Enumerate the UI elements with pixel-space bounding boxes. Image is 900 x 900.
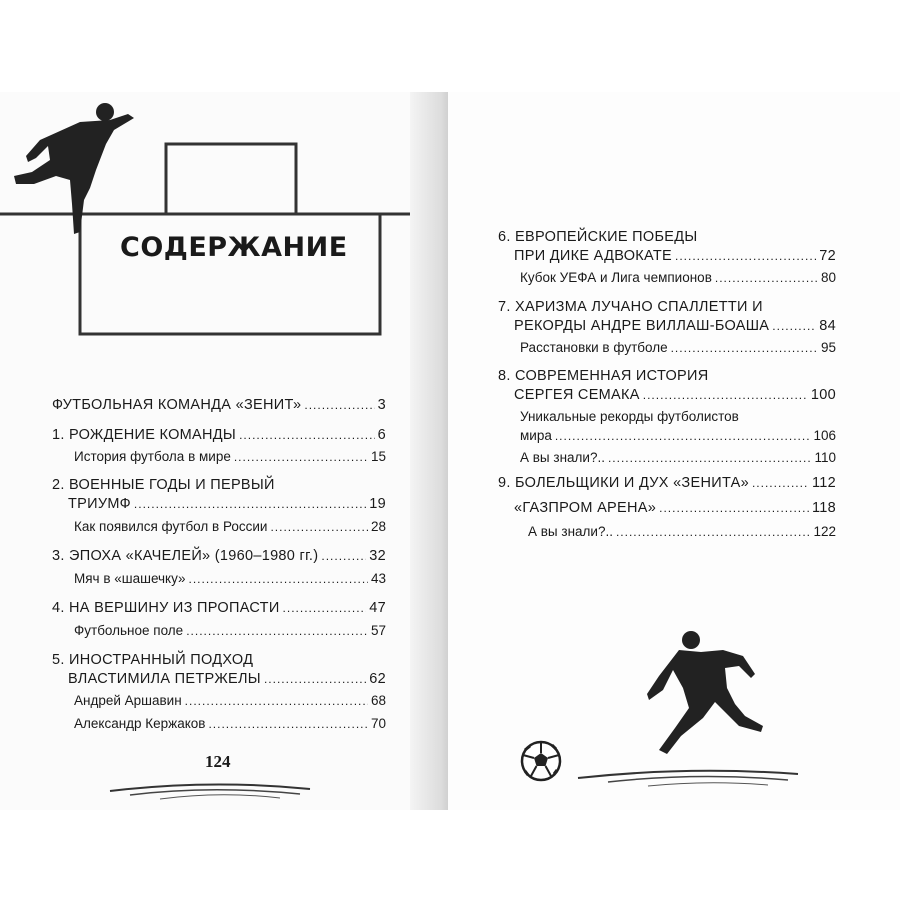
toc-entry-label-line1: 5. ИНОСТРАННЫЙ ПОДХОД (52, 652, 254, 668)
toc-dots (772, 318, 816, 334)
toc-entry-label: Расстановки в футболе (520, 340, 668, 355)
page-number: 124 (205, 752, 231, 771)
toc-subentry[interactable] (74, 519, 386, 535)
toc-dots (321, 548, 366, 564)
toc-entry-page: 100 (810, 387, 836, 403)
toc-entry[interactable] (514, 318, 836, 334)
toc-entry-label: «ГАЗПРОМ АРЕНА» (514, 500, 657, 516)
toc-entry-page: 43 (370, 571, 386, 586)
toc-entry-label: История футбола в мире (74, 449, 231, 464)
toc-entry-label: Александр Кержаков (74, 716, 206, 731)
soccer-ball-icon (520, 740, 562, 782)
toc-entry-page: 84 (819, 318, 836, 334)
toc-dots (234, 449, 368, 465)
toc-entry-page: 32 (369, 548, 386, 564)
toc-subentry[interactable] (74, 623, 386, 639)
toc-entry-label: Мяч в «шашечку» (74, 571, 186, 586)
toc-dots (239, 427, 375, 443)
toc-entry-label: 4. НА ВЕРШИНУ ИЗ ПРОПАСТИ (52, 600, 280, 616)
toc-dots (643, 387, 808, 403)
toc-entry-label: Андрей Аршавин (74, 693, 182, 708)
toc-entry[interactable] (52, 548, 386, 564)
toc-dots (616, 524, 811, 540)
toc-dots (608, 450, 812, 466)
toc-subentry[interactable] (520, 450, 836, 466)
toc-entry-label: 3. ЭПОХА «КАЧЕЛЕЙ» (1960–1980 гг.) (52, 548, 319, 564)
toc-entry-label: РЕКОРДЫ АНДРЕ ВИЛЛАШ-БОАША (514, 318, 770, 334)
toc-entry-label: СЕРГЕЯ СЕМАКА (514, 387, 640, 403)
toc-subentry[interactable] (74, 449, 386, 465)
toc-entry-page: 3 (377, 397, 386, 413)
toc-entry[interactable] (514, 248, 836, 264)
toc-dots (283, 600, 367, 616)
toc-dots (555, 428, 811, 444)
toc-entry-page: 110 (814, 450, 836, 465)
player-kicking-silhouette-icon (643, 630, 773, 765)
toc-entry-label-line1: 8. СОВРЕМЕННАЯ ИСТОРИЯ (498, 368, 709, 384)
player-kicking-silhouette-icon (10, 100, 140, 240)
toc-entry-page: 19 (369, 496, 386, 512)
toc-entry-label: мира (520, 428, 552, 443)
page-title: СОДЕРЖАНИЕ (120, 232, 348, 263)
toc-dots (675, 248, 816, 264)
toc-entry[interactable] (514, 387, 836, 403)
toc-dots (264, 671, 366, 687)
toc-dots (189, 571, 368, 587)
toc-entry[interactable] (514, 500, 836, 516)
toc-dots (208, 716, 368, 732)
toc-entry-page: 122 (813, 524, 836, 539)
toc-entry-label: ТРИУМФ (68, 496, 131, 512)
grass-strokes (568, 760, 808, 790)
toc-entry-label: 1. РОЖДЕНИЕ КОМАНДЫ (52, 427, 237, 443)
toc-entry-label: Кубок УЕФА и Лига чемпионов (520, 270, 712, 285)
toc-entry-page: 6 (377, 427, 386, 443)
toc-entry-label: ПРИ ДИКЕ АДВОКАТЕ (514, 248, 672, 264)
toc-entry-page: 106 (813, 428, 836, 443)
toc-entry-label: 9. БОЛЕЛЬЩИКИ И ДУХ «ЗЕНИТА» (498, 475, 749, 491)
toc-entry-page: 70 (370, 716, 386, 731)
toc-dots (304, 397, 374, 413)
toc-dots (659, 500, 809, 516)
toc-entry[interactable] (52, 600, 386, 616)
toc-entry-label-line1: 7. ХАРИЗМА ЛУЧАНО СПАЛЛЕТТИ И (498, 299, 763, 315)
toc-dots (752, 475, 809, 491)
toc-entry-page: 62 (369, 671, 386, 687)
toc-entry[interactable] (68, 671, 386, 687)
toc-entry[interactable] (68, 496, 386, 512)
toc-entry-label: Как появился футбол в России (74, 519, 268, 534)
toc-entry-page: 57 (370, 623, 386, 638)
toc-entry-page: 95 (820, 340, 836, 355)
toc-entry-page: 28 (370, 519, 386, 534)
toc-entry[interactable] (52, 397, 386, 413)
toc-entry-label: А вы знали?.. (528, 524, 613, 539)
book-spread (0, 92, 900, 810)
toc-dots (134, 496, 366, 512)
toc-entry-page: 80 (820, 270, 836, 285)
toc-dots (671, 340, 818, 356)
toc-subentry[interactable] (74, 693, 386, 709)
toc-entry-label: Футбольное поле (74, 623, 184, 638)
left-page (0, 92, 448, 810)
toc-entry-label-line1: 6. ЕВРОПЕЙСКИЕ ПОБЕДЫ (498, 229, 698, 245)
toc-entry-page: 47 (369, 600, 386, 616)
toc-entry-page: 72 (819, 248, 836, 264)
toc-subentry[interactable] (520, 428, 836, 444)
toc-subentry[interactable] (520, 270, 836, 286)
toc-subentry[interactable] (74, 716, 386, 732)
toc-dots (715, 270, 818, 286)
toc-subentry[interactable] (74, 571, 386, 587)
toc-entry[interactable] (498, 475, 836, 491)
right-page (448, 92, 900, 810)
toc-entry-page: 112 (811, 475, 836, 491)
grass-strokes (100, 777, 320, 802)
toc-entry[interactable] (52, 427, 386, 443)
toc-subentry[interactable] (520, 340, 836, 356)
toc-subentry[interactable] (528, 524, 836, 540)
toc-entry-page: 118 (811, 500, 836, 516)
toc-entry-label: А вы знали?.. (520, 450, 605, 465)
toc-entry-page: 68 (370, 693, 386, 708)
toc-dots (185, 693, 368, 709)
toc-entry-label: ВЛАСТИМИЛА ПЕТРЖЕЛЫ (68, 671, 261, 687)
toc-subentry-label-line1: Уникальные рекорды футболистов (520, 409, 739, 424)
toc-entry-label-line1: 2. ВОЕННЫЕ ГОДЫ И ПЕРВЫЙ (52, 477, 275, 493)
toc-entry-page: 15 (370, 449, 386, 464)
toc-entry-label: ФУТБОЛЬНАЯ КОМАНДА «ЗЕНИТ» (52, 397, 302, 413)
toc-dots (186, 623, 368, 639)
toc-dots (270, 519, 368, 535)
